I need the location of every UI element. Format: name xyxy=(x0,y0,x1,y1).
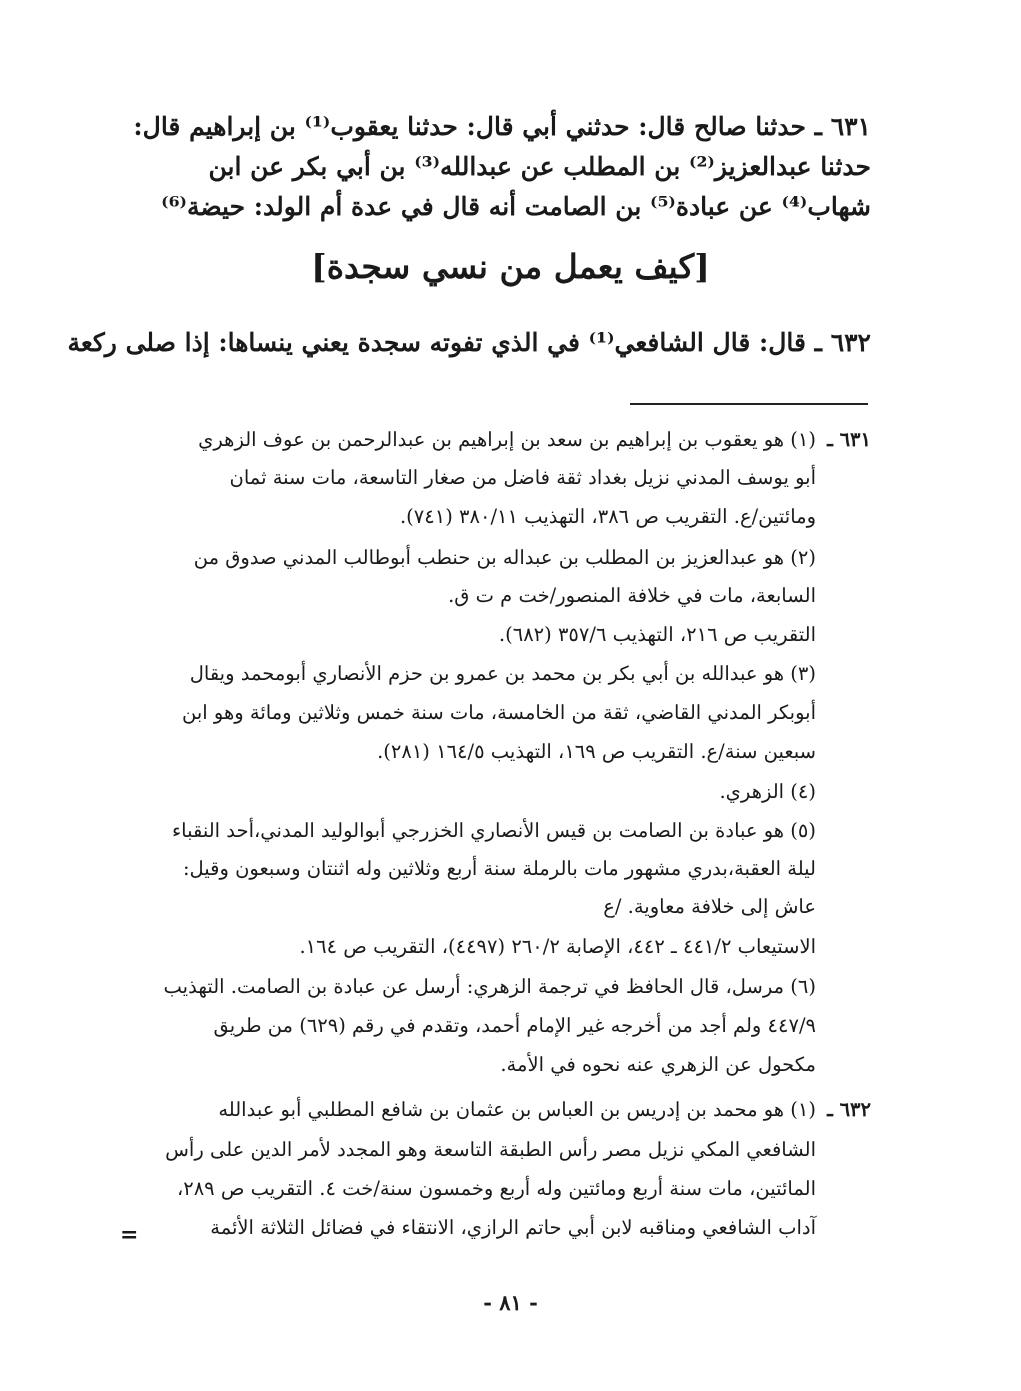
footnote-line: آداب الشافعي ومناقبه لابن أبي حاتم الرازي، الانتقاء في فضائل الثلاثة الأئمة xyxy=(210,1216,816,1239)
footnote-line: عاش إلى خلافة معاوية. /ع xyxy=(603,895,816,918)
footnote-line: التقريب ص ٢١٦، التهذيب ٣٥٧/٦ (٦٨٢). xyxy=(498,623,816,646)
continuation-mark: = xyxy=(120,1222,139,1248)
footnote-line: مكحول عن الزهري عنه نحوه في الأمة. xyxy=(500,1053,816,1076)
footnote-line: سبعين سنة/ع. التقريب ص ١٦٩، التهذيب ١٦٤/٥ (٢٨١). xyxy=(377,740,816,763)
footnote-line: (١) هو محمد بن إدريس بن العباس بن عثمان بن شافع المطلبي أبو عبدالله xyxy=(218,1098,816,1121)
main-line-631-2: حدثنا عبدالعزيز⁽²⁾ بن المطلب عن عبدالله⁽³⁾ بن أبي بكر عن ابن xyxy=(208,152,871,181)
footnote-tag-632: ٦٣٢ ـ xyxy=(827,1098,871,1121)
main-line-631-3: شهاب⁽⁴⁾ عن عبادة⁽⁵⁾ بن الصامت أنه قال في عدة أم الولد: حيضة⁽⁶⁾ xyxy=(161,192,871,221)
entry-number-631: ٦٣١ ـ xyxy=(814,112,871,141)
footnote-line: (٤) الزهري. xyxy=(719,780,816,803)
footnote-line: الاستيعاب ٤٤١/٢ ـ ٤٤٢، الإصابة ٢٦٠/٢ (٤٤٩٧)، التقريب ص ١٦٤. xyxy=(299,935,816,958)
footnote-line: السابعة، مات في خلافة المنصور/خت م ت ق. xyxy=(448,584,816,607)
footnote-line: أبوبكر المدني القاضي، ثقة من الخامسة، مات سنة خمس وثلاثين ومائة وهو ابن xyxy=(182,701,816,724)
section-heading: [كيف يعمل من نسي سجدة] xyxy=(311,247,710,286)
footnote-line: (٣) هو عبدالله بن أبي بكر بن محمد بن عمرو بن حزم الأنصاري أبومحمد ويقال xyxy=(189,662,816,685)
main-line-632-1 xyxy=(67,328,871,357)
main-line-631-1 xyxy=(133,112,871,141)
page-number: - ٨١ - xyxy=(483,1290,538,1315)
main-text: قال: قال الشافعي⁽¹⁾ في الذي تفوته سجدة يعني ينساها: إذا صلى ركعة xyxy=(67,328,806,357)
footnote-line: المائتين، مات سنة أربع ومائتين وله أربع وخمسون سنة/خت ٤. التقريب ص ٢٨٩، xyxy=(176,1177,816,1200)
footnote-line: ليلة العقبة،بدري مشهور مات بالرملة سنة أربع وثلاثين وله اثنتان وسبعون وقيل: xyxy=(182,857,816,880)
footnote-line: (٢) هو عبدالعزيز بن المطلب بن عبداله بن حنطب أبوطالب المدني صدوق من xyxy=(193,546,816,569)
footnote-line: (٦) مرسل، قال الحافظ في ترجمة الزهري: أرسل عن عبادة بن الصامت. التهذيب xyxy=(163,975,816,998)
footnote-separator xyxy=(630,403,868,405)
footnote-line: (١) هو يعقوب بن إبراهيم بن سعد بن إبراهيم بن عبدالرحمن بن عوف الزهري xyxy=(198,428,816,451)
entry-number-632: ٦٣٢ ـ xyxy=(814,328,871,357)
footnote-line: (٥) هو عبادة بن الصامت بن قيس الأنصاري الخزرجي أبوالوليد المدني،أحد النقباء xyxy=(171,819,816,842)
footnote-line: أبو يوسف المدني نزيل بغداد ثقة فاضل من صغار التاسعة، مات سنة ثمان xyxy=(229,466,816,489)
footnote-line: ٤٤٧/٩ ولم أجد من أخرجه غير الإمام أحمد، وتقدم في رقم (٦٢٩) من طريق xyxy=(213,1014,816,1037)
footnote-line: الشافعي المكي نزيل مصر رأس الطبقة التاسعة وهو المجدد لأمر الدين على رأس xyxy=(165,1138,816,1161)
footnote-line: ومائتين/ع. التقريب ص ٣٨٦، التهذيب ٣٨٠/١١ (٧٤١). xyxy=(399,505,816,528)
main-text: حدثنا صالح قال: حدثني أبي قال: حدثنا يعقوب⁽¹⁾ بن إبراهيم قال: xyxy=(133,112,806,141)
footnote-tag-631: ٦٣١ ـ xyxy=(827,428,871,451)
